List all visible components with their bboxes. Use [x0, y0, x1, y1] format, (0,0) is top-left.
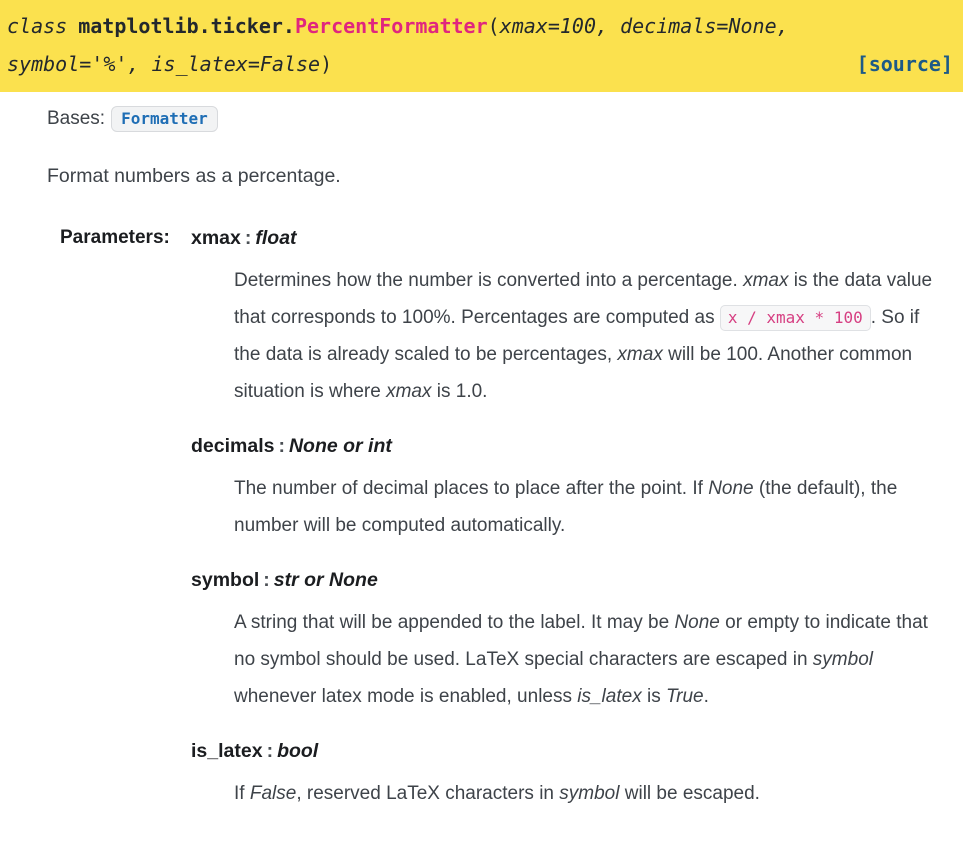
class-keyword: class [7, 14, 68, 38]
param-heading-xmax [191, 227, 963, 250]
param-name: xmax [191, 227, 241, 249]
open-paren: ( [487, 14, 500, 38]
param-name: decimals [191, 435, 275, 457]
param-colon: : [266, 740, 274, 762]
param-colon: : [263, 569, 270, 591]
parameters-body [191, 227, 963, 837]
class-signature [0, 0, 963, 92]
close-paren: ) [320, 52, 333, 76]
param-heading-symbol [191, 569, 963, 592]
base-class-link[interactable]: Formatter [111, 106, 218, 132]
class-name: PercentFormatter [294, 14, 488, 38]
signature-params-2: symbol='%', is_latex=False [7, 52, 321, 76]
signature-params-wrap [7, 45, 332, 83]
param-description-xmax: Determines how the number is converted into a percentage. xmax is the data value that corresponds to 100%. Percentages are computed as x / xmax * 100 . So if the data is already scaled to be percentages, xmax will be 100. Another common situation is where xmax is 1.0. [234, 270, 933, 402]
signature-line-2 [7, 45, 953, 83]
param-description-symbol: A string that will be appended to the label. It may be None or empty to indicate that no symbol should be used. LaTeX special characters are escaped in symbol whenever latex mode is enabled, unless is_latex is True. [234, 612, 928, 707]
param-description-decimals: The number of decimal places to place after the point. If None (the default), the number will be computed automatically. [234, 478, 898, 536]
doc-content [0, 106, 979, 857]
param-type: None or int [288, 435, 392, 457]
parameters-label: Parameters: [60, 227, 170, 248]
bases-line [47, 106, 963, 132]
param-colon: : [244, 227, 252, 249]
module-prefix: matplotlib.ticker. [78, 14, 295, 38]
param-type: float [255, 227, 297, 249]
param-type: bool [277, 740, 319, 762]
bases-label: Bases: [47, 108, 106, 129]
class-summary: Format numbers as a percentage. [47, 165, 341, 187]
param-type: str or None [273, 569, 378, 591]
parameters-field-list [47, 227, 963, 837]
source-link[interactable]: [source] [856, 52, 953, 76]
param-heading-decimals [191, 435, 963, 458]
signature-params-1: xmax=100, decimals=None, [499, 14, 789, 38]
signature-line-1 [7, 7, 953, 45]
param-name: symbol [191, 569, 260, 591]
param-name: is_latex [191, 740, 263, 762]
param-description-is-latex: If False, reserved LaTeX characters in symbol will be escaped. [234, 783, 760, 804]
param-heading-is-latex [191, 740, 963, 763]
param-colon: : [278, 435, 285, 457]
